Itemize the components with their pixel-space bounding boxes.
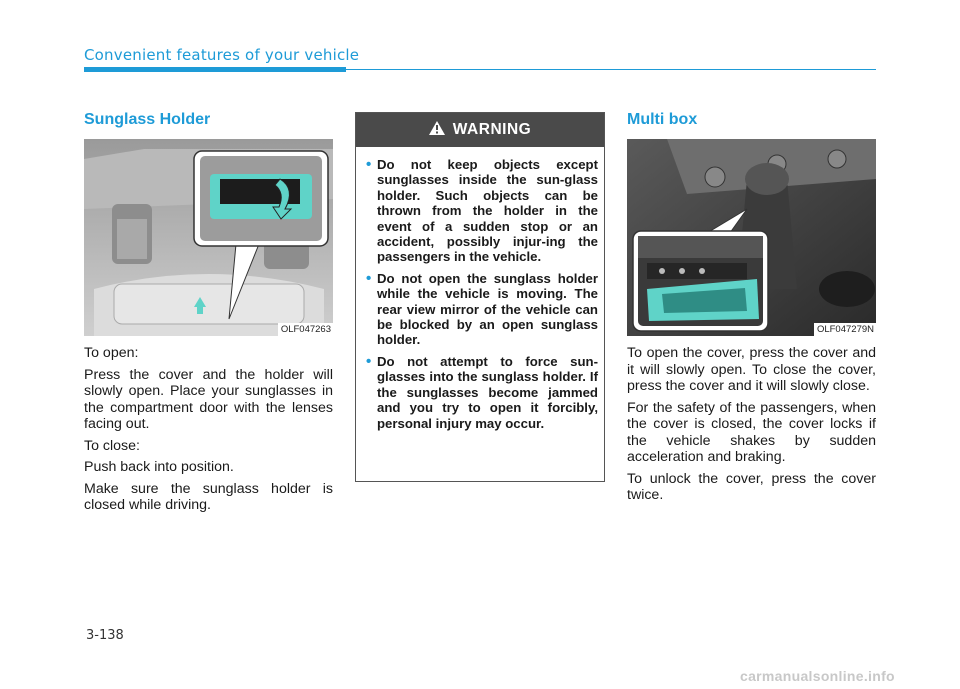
sunglass-paragraph: Press the cover and the holder will slowly open. Place your sunglasses in the compartment door with the lenses facing out. [84,366,333,432]
warning-item [366,352,598,431]
bullet-icon: • [366,352,372,370]
multi-box-paragraph: For the safety of the passengers, when the cover is closed, the cover locks if the vehicle shakes by sudden acceleration and braking. [627,399,876,465]
warning-item [366,156,598,265]
warning-title: WARNING [452,121,532,138]
sunglass-body [84,345,333,519]
sunglass-paragraph: Push back into position. [84,459,234,475]
sunglass-image-code: OLF047263 [278,323,333,336]
section-header-title: Convenient features of your vehicle [84,46,360,64]
warning-list [356,147,604,431]
warning-item-text: Do not attempt to force sun-glasses into the sunglass holder. If the sunglasses become jammed and you try to open it forcibly, personal injury may occur. [377,353,598,431]
header-rule-thick [84,67,346,72]
sunglass-paragraph: To open: [84,345,139,361]
page-number: 3-138 [86,628,124,643]
sunglass-paragraph: Make sure the sunglass holder is closed while driving. [84,480,333,513]
multi-box-illustration [627,139,876,336]
multi-box-paragraph: To unlock the cover, press the cover twice. [627,470,876,503]
header-rule-thin [346,69,876,70]
sunglass-holder-title: Sunglass Holder [84,111,211,128]
sunglass-paragraph: To close: [84,437,140,454]
warning-header [356,113,604,147]
warning-item-text: Do not keep objects except sunglasses inside the sun-glass holder. Such objects can be thrown from the holder in the event of a sudden stop or an accident, possibly injur-ing the passengers in the vehicle. [377,157,598,265]
multi-box-image-code: OLF047279N [814,323,876,336]
sunglass-holder-photo [84,139,333,336]
multi-box-paragraph: To open the cover, press the cover and it will slowly open. To close the cover, press the cover and it will slowly close. [627,345,876,394]
sunglass-holder-illustration [84,139,333,336]
multi-box-title: Multi box [627,111,698,128]
multi-box-body [627,345,876,509]
warning-item-text: Do not open the sunglass holder while the vehicle is moving. The rear view mirror of the vehicle can be blocked by an open sunglass holder. [377,270,598,348]
site-watermark: carmanualsonline.info [740,668,895,684]
warning-item [366,269,598,348]
multi-box-photo [627,139,876,336]
warning-box [355,112,605,482]
bullet-icon: • [366,156,372,173]
warning-triangle-icon [429,121,445,140]
bullet-icon: • [366,269,372,287]
